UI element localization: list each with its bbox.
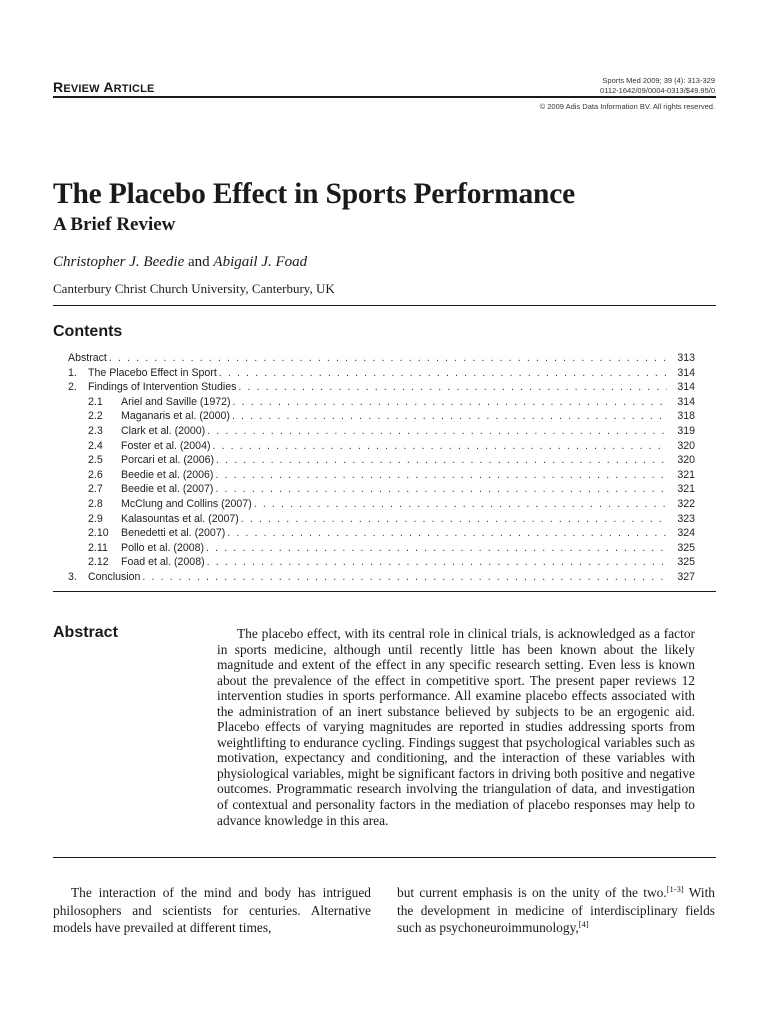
toc-entry[interactable]: [68, 555, 695, 570]
toc-leader-dots: [215, 482, 667, 497]
article-type-label: REVIEW ARTICLE: [53, 79, 155, 95]
toc-entry-number: 2.11: [88, 541, 108, 554]
toc-page-number: 320: [677, 454, 695, 467]
toc-entry-label: The Placebo Effect in Sport: [88, 366, 217, 379]
toc-leader-dots: [241, 512, 667, 527]
toc-entry-number: 2.2: [88, 410, 103, 423]
body-column-right: [397, 884, 715, 937]
toc-entry-number: 2.3: [88, 424, 103, 437]
toc-page-number: 321: [677, 483, 695, 496]
abstract-text: The placebo effect, with its central role in clinical trials, is acknowledged as a factor in sports medicine, although until recently little has been known about the likely magnitude and extent of the effect in any specific research setting. Even less is known about the prevalence of the effect in competitive sport. The present paper reviews 12 intervention studies in sports performance. All examine placebo effects associated with the administration of an inert substance believed by subjects to be an ergogenic aid. Placebo effects of varying magnitudes are reported in studies addressing sports from weightlifting to endurance cycling. Findings suggest that psychological variables such as motivation, expectancy and conditioning, and the interaction of these variables with physiological variables, might be significant factors in driving both positive and negative outcomes. Programmatic research involving the triangulation of data, and investigation of contextual and personality factors in the mediation of placebo responses may help to advance knowledge in this area.: [217, 626, 695, 828]
journal-citation: [600, 76, 715, 95]
header-rule: [53, 96, 716, 98]
body-text: With the development in medicine of interdisciplinary fields such as psychoneuroimmunology,: [397, 885, 715, 935]
toc-entry[interactable]: [68, 468, 695, 483]
title-rule: [53, 305, 716, 306]
toc-entry-number: 2.7: [88, 483, 103, 496]
affiliation: Canterbury Christ Church University, Canterbury, UK: [53, 281, 335, 296]
toc-entry-number: 2.10: [88, 527, 109, 540]
toc-leader-dots: [227, 526, 667, 541]
toc-entry[interactable]: [68, 497, 695, 512]
toc-entry-number: 2.4: [88, 439, 103, 452]
toc-entry[interactable]: [68, 395, 695, 410]
toc-page-number: 323: [677, 512, 695, 525]
toc-leader-dots: [216, 453, 667, 468]
abstract-rule: [53, 857, 716, 858]
toc-entry-label: Benedetti et al. (2007): [121, 527, 226, 540]
toc-entry-label: Foad et al. (2008): [121, 556, 205, 569]
toc-entry-label: McClung and Collins (2007): [121, 497, 252, 510]
toc-page-number: 319: [677, 424, 695, 437]
toc-page-number: 314: [677, 395, 695, 408]
toc-entry[interactable]: [68, 482, 695, 497]
contents-heading: Contents: [53, 323, 123, 340]
toc-leader-dots: [206, 541, 667, 556]
toc-entry-label: Pollo et al. (2008): [121, 541, 205, 554]
body-column-left: The interaction of the mind and body has intrigued philosophers and scientists for centuries. Alternative models have prevailed at different times,: [53, 885, 371, 935]
body-text: but current emphasis is on the unity of the two.: [397, 885, 667, 900]
toc-entry[interactable]: [68, 380, 695, 395]
toc-entry-label: Porcari et al. (2006): [121, 454, 215, 467]
toc-entry-number: 2.6: [88, 468, 103, 481]
table-of-contents: [68, 351, 695, 585]
toc-entry-number: 2.12: [88, 556, 109, 569]
toc-entry[interactable]: [68, 424, 695, 439]
toc-leader-dots: [238, 380, 667, 395]
toc-entry[interactable]: [68, 409, 695, 424]
toc-leader-dots: [207, 424, 667, 439]
toc-entry[interactable]: [68, 351, 695, 366]
author-line: [53, 254, 307, 271]
toc-page-number: 314: [677, 381, 695, 394]
copyright-notice: © 2009 Adis Data Information BV. All rights reserved.: [539, 102, 715, 111]
toc-leader-dots: [254, 497, 667, 512]
toc-entry-label: Beedie et al. (2007): [121, 483, 214, 496]
toc-entry[interactable]: [68, 439, 695, 454]
journal-citation-line: Sports Med 2009; 39 (4): 313-329: [602, 76, 715, 85]
toc-entry-number: 2.1: [88, 395, 103, 408]
toc-entry-label: Findings of Intervention Studies: [88, 381, 237, 394]
toc-entry-label: Kalasountas et al. (2007): [121, 512, 239, 525]
toc-entry-number: 3.: [68, 570, 77, 583]
toc-entry[interactable]: [68, 541, 695, 556]
toc-entry-label: Ariel and Saville (1972): [121, 395, 231, 408]
toc-page-number: 318: [677, 410, 695, 423]
toc-entry-number: 1.: [68, 366, 77, 379]
toc-entry-label: Foster et al. (2004): [121, 439, 211, 452]
toc-entry[interactable]: [68, 512, 695, 527]
toc-page-number: 313: [677, 352, 695, 364]
toc-leader-dots: [109, 351, 667, 366]
toc-entry-label: Maganaris et al. (2000): [121, 410, 230, 423]
toc-entry-label: Beedie et al. (2006): [121, 468, 214, 481]
toc-entry[interactable]: [68, 366, 695, 381]
toc-entry-label: Abstract: [68, 352, 107, 364]
author-name: Abigail J. Foad: [213, 254, 308, 270]
toc-entry[interactable]: [68, 453, 695, 468]
contents-rule: [53, 591, 716, 592]
toc-leader-dots: [215, 468, 667, 483]
toc-page-number: 324: [677, 527, 695, 540]
article-subtitle: A Brief Review: [53, 214, 176, 235]
toc-page-number: 327: [677, 570, 695, 583]
author-conjunction: and: [187, 254, 210, 270]
toc-entry-label: Conclusion: [88, 570, 141, 583]
citation-reference[interactable]: [4]: [578, 919, 589, 929]
toc-leader-dots: [233, 395, 667, 410]
toc-entry-label: Clark et al. (2000): [121, 424, 206, 437]
toc-leader-dots: [142, 570, 667, 585]
citation-reference[interactable]: [1-3]: [666, 884, 684, 894]
toc-page-number: 320: [677, 439, 695, 452]
toc-page-number: 314: [677, 366, 695, 379]
toc-page-number: 322: [677, 497, 695, 510]
toc-entry-number: 2.9: [88, 512, 103, 525]
toc-leader-dots: [232, 409, 667, 424]
toc-entry[interactable]: [68, 526, 695, 541]
abstract-heading: Abstract: [53, 624, 118, 641]
toc-page-number: 321: [677, 468, 695, 481]
journal-issn-line: 0112-1642/09/0004-0313/$49.95/0: [600, 85, 715, 95]
toc-leader-dots: [207, 555, 667, 570]
article-title: The Placebo Effect in Sports Performance: [53, 178, 576, 210]
toc-entry-number: 2.8: [88, 497, 103, 510]
toc-leader-dots: [213, 439, 668, 454]
toc-entry-number: 2.5: [88, 454, 103, 467]
toc-entry[interactable]: [68, 570, 695, 585]
toc-leader-dots: [219, 366, 667, 381]
toc-page-number: 325: [677, 556, 695, 569]
toc-page-number: 325: [677, 541, 695, 554]
author-name: Christopher J. Beedie: [53, 254, 185, 270]
toc-entry-number: 2.: [68, 381, 77, 394]
